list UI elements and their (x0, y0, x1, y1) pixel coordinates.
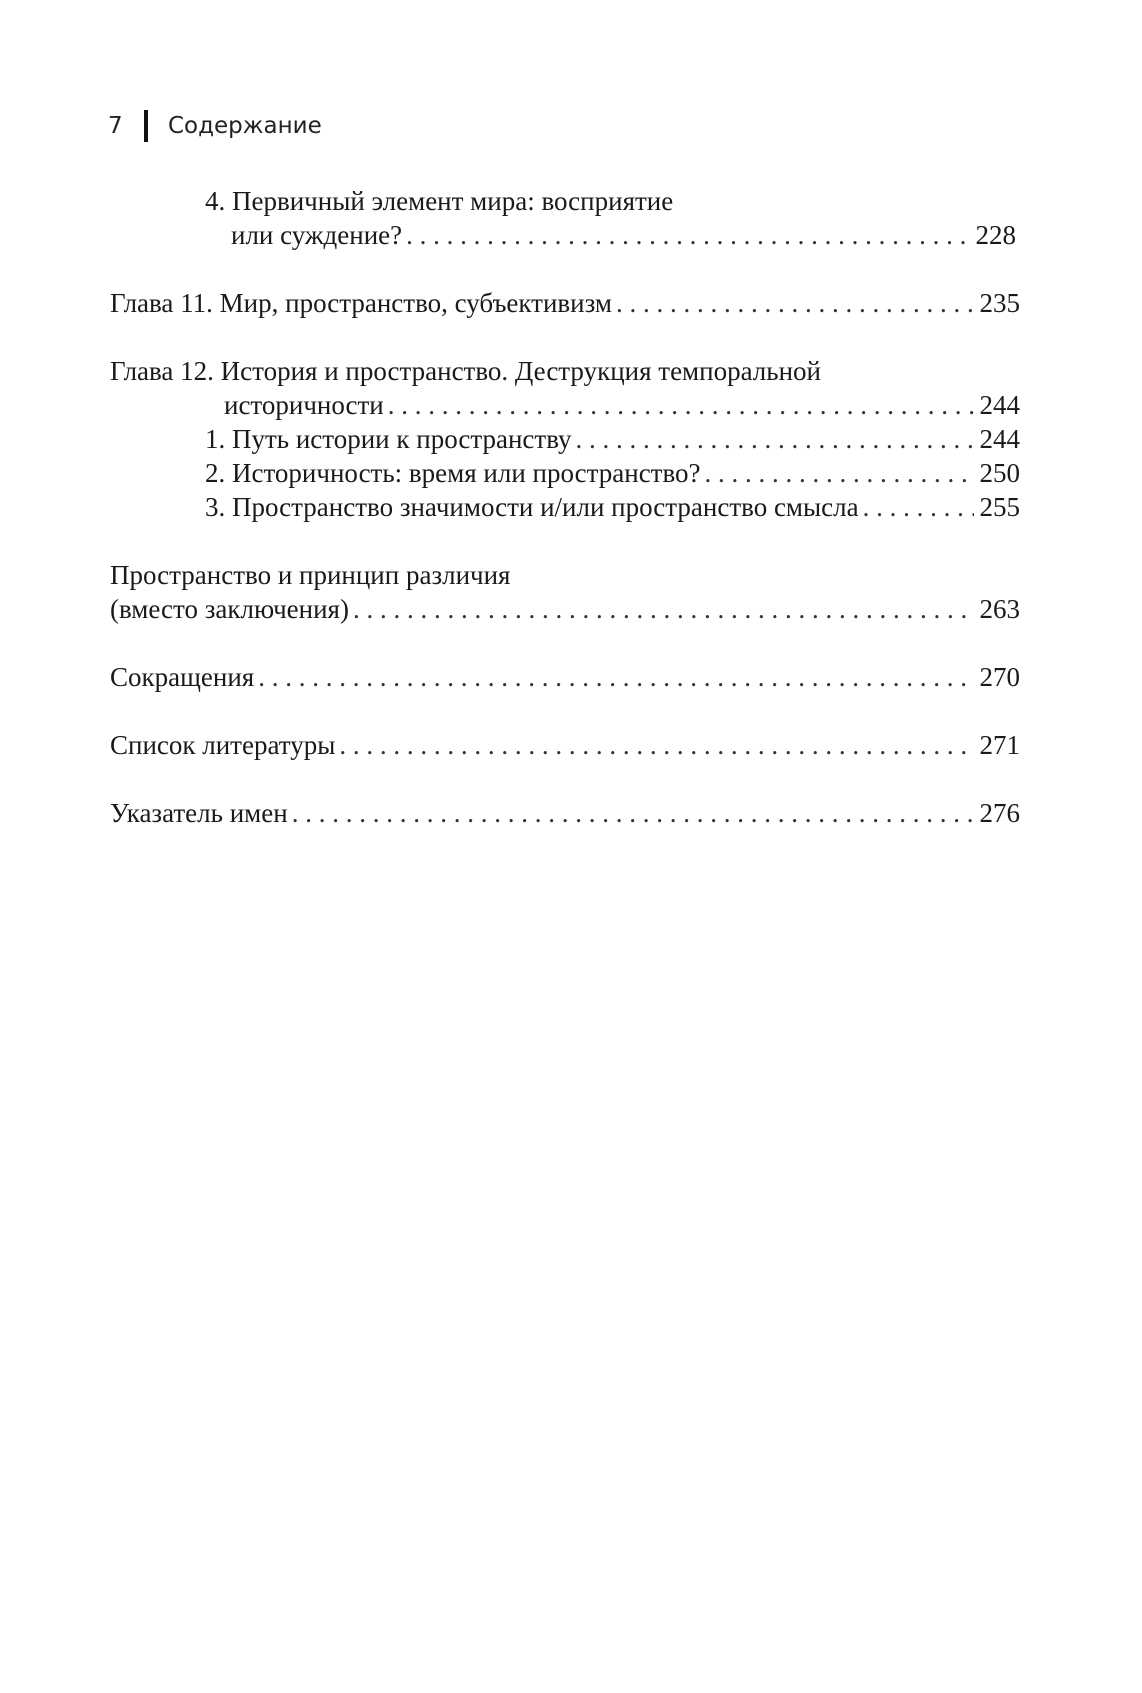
toc-entry (110, 728, 1020, 762)
dot-leader (353, 592, 974, 626)
running-title: Содержание (168, 113, 322, 139)
dot-leader (388, 388, 974, 422)
toc-page-number: 228 (975, 220, 1016, 250)
toc-entry (110, 592, 1020, 626)
toc-entry-text: Пространство и принцип различия (110, 560, 511, 590)
toc-entry (110, 388, 1020, 422)
toc-entry (110, 218, 1020, 252)
dot-leader (258, 660, 973, 694)
table-of-contents (110, 184, 1020, 830)
dot-leader (339, 728, 973, 762)
toc-entry-text: историчности (224, 390, 384, 420)
toc-entry-text: Глава 11. Мир, пространство, субъективизм (110, 288, 612, 318)
toc-entry (110, 660, 1020, 694)
toc-entry (110, 456, 1020, 490)
page-number: 7 (108, 113, 123, 139)
toc-entry (110, 286, 1020, 320)
toc-page-number: 244 (979, 390, 1020, 420)
toc-entry (110, 422, 1020, 456)
toc-entry-text: 3. Пространство значимости и/или пространство смысла (205, 492, 859, 522)
toc-entry-text: Список литературы (110, 730, 336, 760)
toc-entry-text: или суждение? (231, 220, 403, 250)
toc-entry-text: Сокращения (110, 662, 255, 692)
toc-entry-title-line (110, 558, 1020, 592)
running-header (108, 108, 322, 144)
header-divider (144, 110, 148, 142)
toc-page-number: 270 (979, 662, 1020, 692)
toc-page-number: 235 (979, 288, 1020, 318)
toc-entry-title-line (110, 184, 1020, 218)
toc-entry (110, 490, 1020, 524)
dot-leader (616, 286, 974, 320)
toc-page-number: 271 (979, 730, 1020, 760)
toc-entry-text: (вместо заключения) (110, 594, 349, 624)
dot-leader (863, 490, 974, 524)
dot-leader (576, 422, 974, 456)
toc-page-number: 244 (979, 424, 1020, 454)
toc-entry-text: Указатель имен (110, 798, 288, 828)
toc-entry-text: 1. Путь истории к пространству (205, 424, 572, 454)
dot-leader (705, 456, 974, 490)
dot-leader (406, 218, 969, 252)
toc-page-number: 250 (979, 458, 1020, 488)
toc-entry-text: 4. Первичный элемент мира: восприятие (205, 186, 674, 216)
toc-entry (110, 796, 1020, 830)
toc-entry-text: Глава 12. История и пространство. Деструкция темпоральной (110, 356, 821, 386)
toc-page-number: 276 (979, 798, 1020, 828)
toc-page-number: 255 (979, 492, 1020, 522)
toc-page-number: 263 (979, 594, 1020, 624)
toc-entry-text: 2. Историчность: время или пространство? (205, 458, 701, 488)
toc-entry-title-line (110, 354, 1020, 388)
dot-leader (292, 796, 974, 830)
